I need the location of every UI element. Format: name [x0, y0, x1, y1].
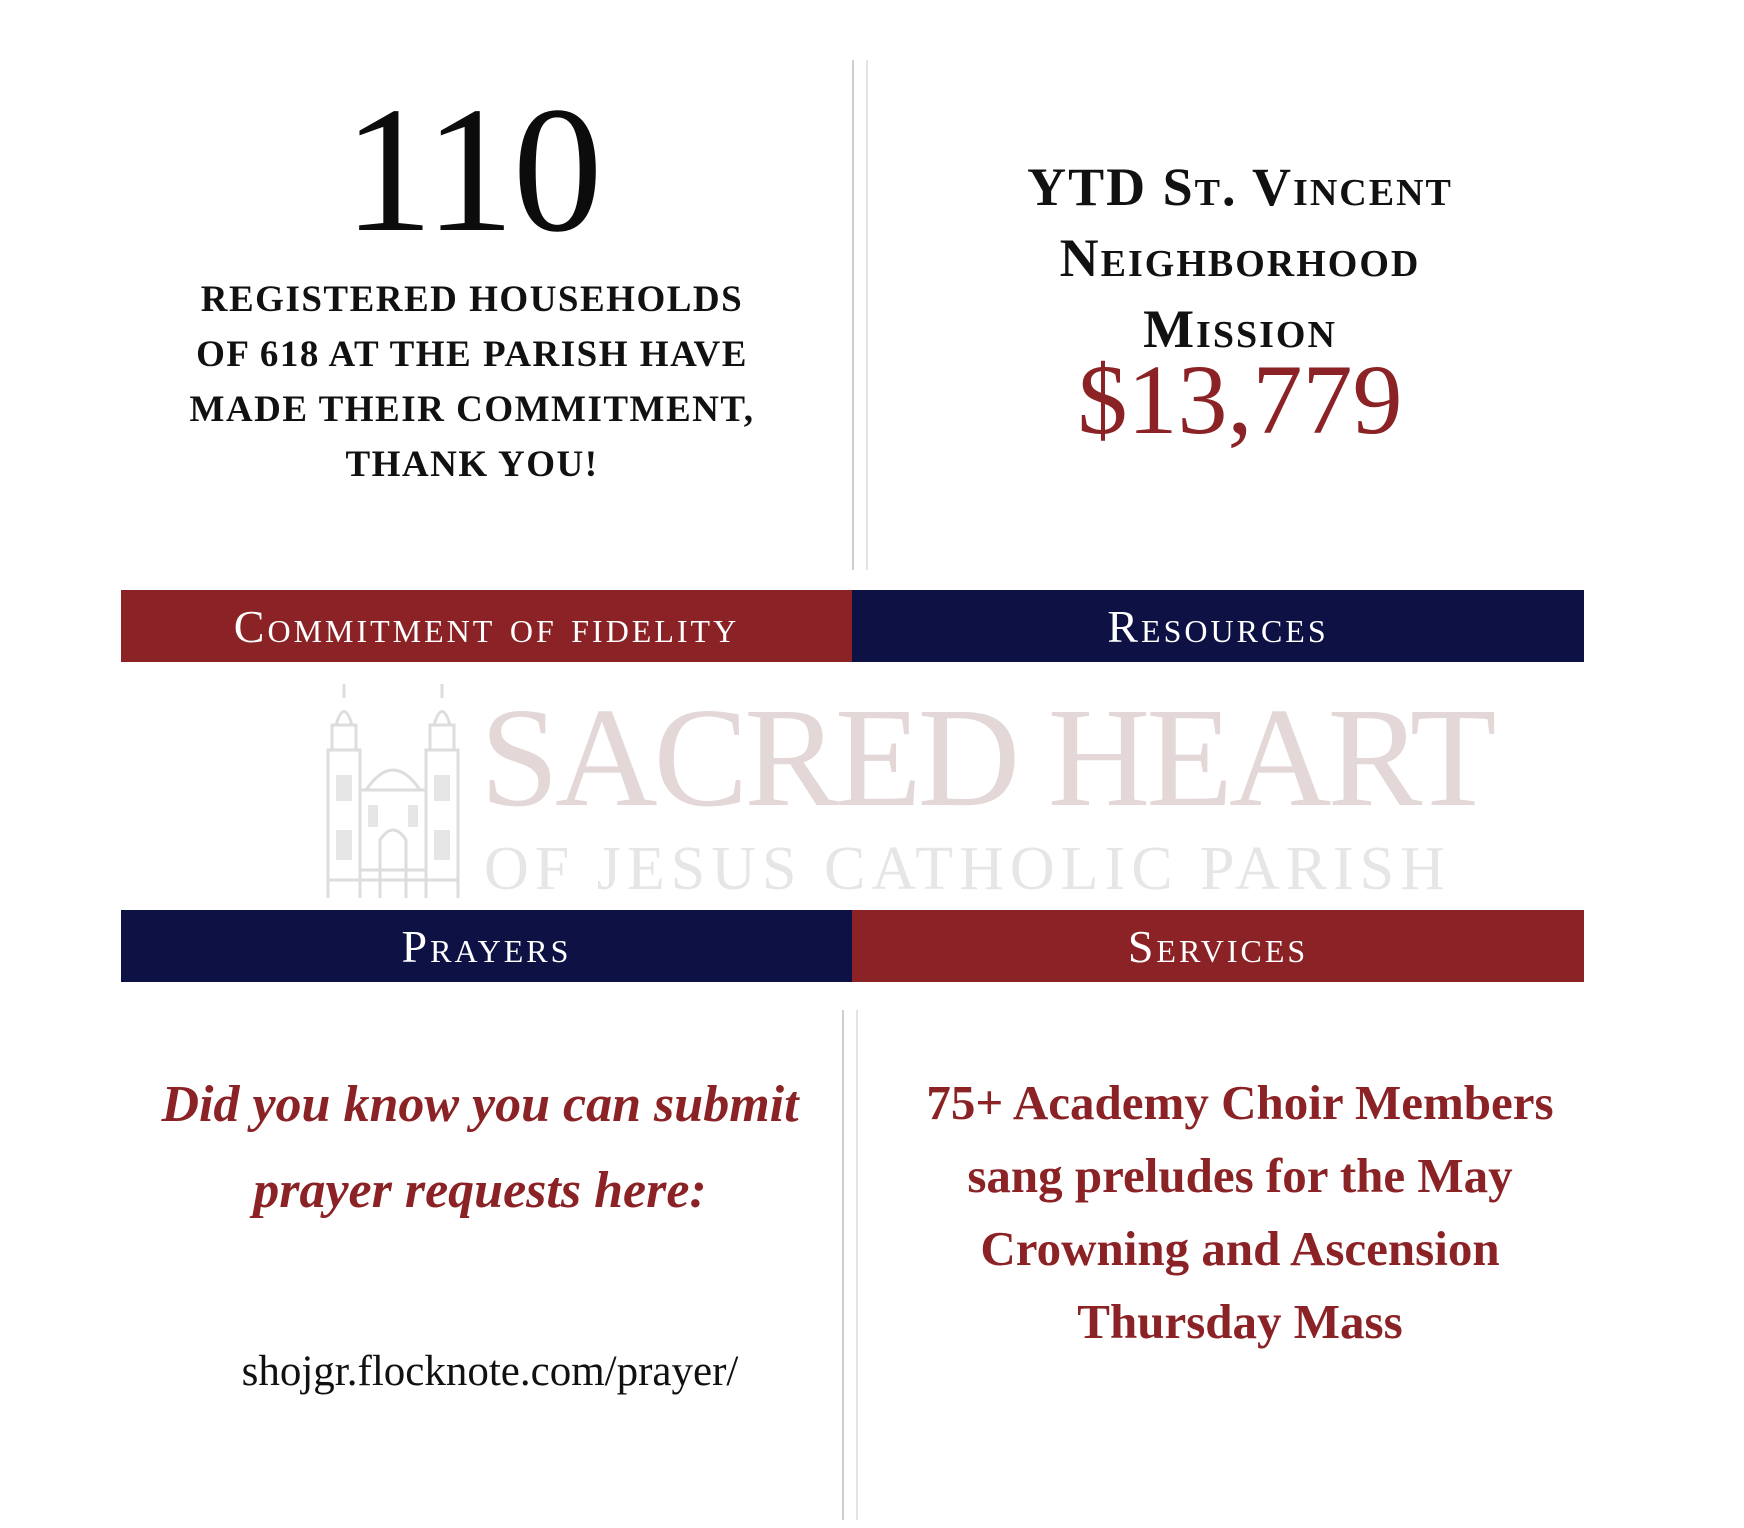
parish-logo-sub: OF JESUS CATHOLIC PARISH	[484, 835, 1451, 903]
ytd-title-line-1: YTD St. Vincent	[1027, 157, 1453, 217]
ytd-mission-title	[900, 152, 1580, 365]
services-band	[852, 910, 1584, 982]
prayers-band	[121, 910, 852, 982]
ytd-title-line-2: Neighborhood	[1059, 228, 1421, 288]
resources-band	[852, 590, 1584, 662]
prayer-requests-link[interactable]: shojgr.flocknote.com/prayer/	[241, 1348, 739, 1395]
households-message: REGISTERED HOUSEHOLDS OF 618 AT THE PARISH HAVE MADE THEIR COMMITMENT, THANK YOU!	[189, 279, 755, 485]
prayer-requests-question: Did you know you can submit prayer requests here:	[161, 1076, 799, 1219]
commitment-band-label: Commitment of fidelity	[233, 600, 740, 652]
ytd-title-line-3: Mission	[1143, 299, 1337, 359]
church-watermark-icon	[318, 680, 468, 898]
services-description: 75+ Academy Choir Members sang preludes for the May Crowning and Ascension Thursday Mass	[926, 1075, 1554, 1349]
services-band-label: Services	[1127, 920, 1309, 972]
ytd-mission-amount: $13,779	[1077, 344, 1403, 455]
bottom-vertical-divider	[842, 1010, 858, 1520]
top-vertical-divider	[852, 60, 868, 570]
commitment-band	[121, 590, 852, 662]
households-count: 110	[343, 70, 601, 269]
prayers-band-label: Prayers	[401, 920, 572, 972]
parish-logo-main: SACRED HEART	[480, 678, 1493, 836]
resources-band-label: Resources	[1107, 600, 1329, 652]
